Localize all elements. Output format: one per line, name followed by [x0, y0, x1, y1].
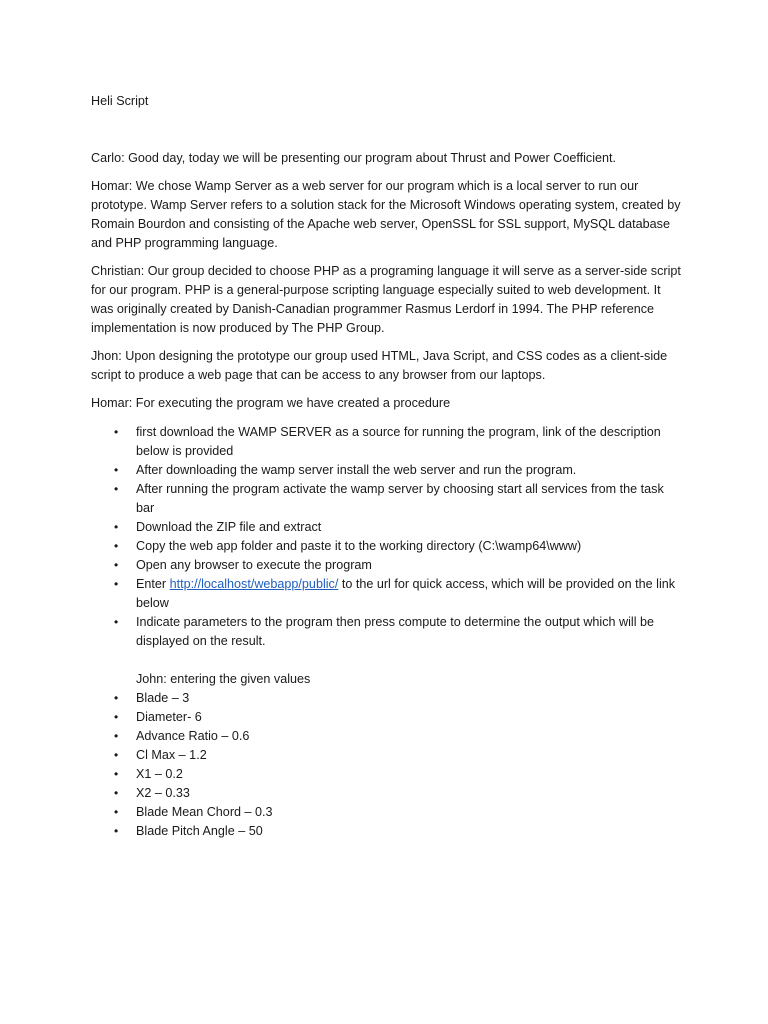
bullet-icon: • [114, 520, 119, 534]
bullet-icon: • [114, 767, 119, 781]
bullet-icon: • [114, 463, 119, 477]
procedure-list [91, 423, 681, 651]
value-text: Blade Pitch Angle – 50 [136, 824, 263, 838]
step-text: After downloading the wamp server install the web server and run the program. [136, 463, 577, 477]
document-title: Heli Script [91, 94, 149, 108]
paragraph-carlo: Carlo: Good day, today we will be presenting our program about Thrust and Power Coefficient. [91, 151, 617, 165]
list-item [91, 746, 681, 765]
paragraph-jhon-client: Jhon: Upon designing the prototype our group used HTML, Java Script, and CSS codes as a client-side script to produce a web page that can be access to any browser from our laptops. [91, 349, 668, 382]
list-item [91, 423, 681, 461]
bullet-icon: • [114, 691, 119, 705]
list-item [91, 556, 681, 575]
bullet-icon: • [114, 482, 119, 496]
paragraph-homar-wamp: Homar: We chose Wamp Server as a web server for our program which is a local server to run our prototype. Wamp Server refers to a solution stack for the Microsoft Windows operating system, created by Romain Bourdon and consisting of the Apache web server, OpenSSL for SSL support, MySQL database and PHP programming language. [91, 179, 681, 250]
bullet-icon: • [114, 729, 119, 743]
step-enter-prefix: Enter [136, 577, 170, 591]
step-enter-suffix: to the url for quick access, which will be provided on the link below [136, 577, 676, 610]
bullet-icon: • [114, 577, 119, 591]
bullet-icon: • [114, 615, 119, 629]
value-text: Cl Max – 1.2 [136, 748, 207, 762]
values-heading: John: entering the given values [136, 672, 311, 686]
bullet-icon: • [114, 425, 119, 439]
bullet-icon: • [114, 558, 119, 572]
step-text: Download the ZIP file and extract [136, 520, 322, 534]
list-item [91, 765, 681, 784]
list-item [91, 708, 681, 727]
value-text: Blade Mean Chord – 0.3 [136, 805, 273, 819]
value-text: X1 – 0.2 [136, 767, 183, 781]
paragraph-christian-php: Christian: Our group decided to choose PHP as a programing language it will serve as a server-side script for our program. PHP is a general-purpose scripting language especially suited to web development. It was originally created by Danish-Canadian programmer Rasmus Lerdorf in 1994. The PHP reference implementation is now produced by The PHP Group. [91, 264, 681, 335]
list-item [91, 784, 681, 803]
step-text: Open any browser to execute the program [136, 558, 372, 572]
list-item [91, 613, 681, 651]
list-item [91, 727, 681, 746]
bullet-icon: • [114, 824, 119, 838]
values-list [91, 689, 681, 841]
list-item [91, 803, 681, 822]
list-item [91, 689, 681, 708]
value-text: Blade – 3 [136, 691, 190, 705]
bullet-icon: • [114, 710, 119, 724]
value-text: X2 – 0.33 [136, 786, 190, 800]
list-item [91, 537, 681, 556]
list-item [91, 461, 681, 480]
bullet-icon: • [114, 748, 119, 762]
value-text: Advance Ratio – 0.6 [136, 729, 250, 743]
value-text: Diameter- 6 [136, 710, 202, 724]
bullet-icon: • [114, 805, 119, 819]
localhost-link[interactable]: http://localhost/webapp/public/ [169, 577, 339, 591]
step-text: Indicate parameters to the program then press compute to determine the output which will be displayed on the result. [136, 615, 655, 648]
list-item [91, 480, 681, 518]
list-item [91, 575, 681, 613]
list-item [91, 518, 681, 537]
step-text: first download the WAMP SERVER as a source for running the program, link of the description below is provided [136, 425, 661, 458]
paragraph-homar-procedure: Homar: For executing the program we have created a procedure [91, 396, 451, 410]
bullet-icon: • [114, 539, 119, 553]
bullet-icon: • [114, 786, 119, 800]
list-item [91, 822, 681, 841]
step-text: Copy the web app folder and paste it to the working directory (C:\wamp64\www) [136, 539, 582, 553]
document-page [91, 92, 681, 841]
step-text: After running the program activate the wamp server by choosing start all services from the task bar [136, 482, 664, 515]
